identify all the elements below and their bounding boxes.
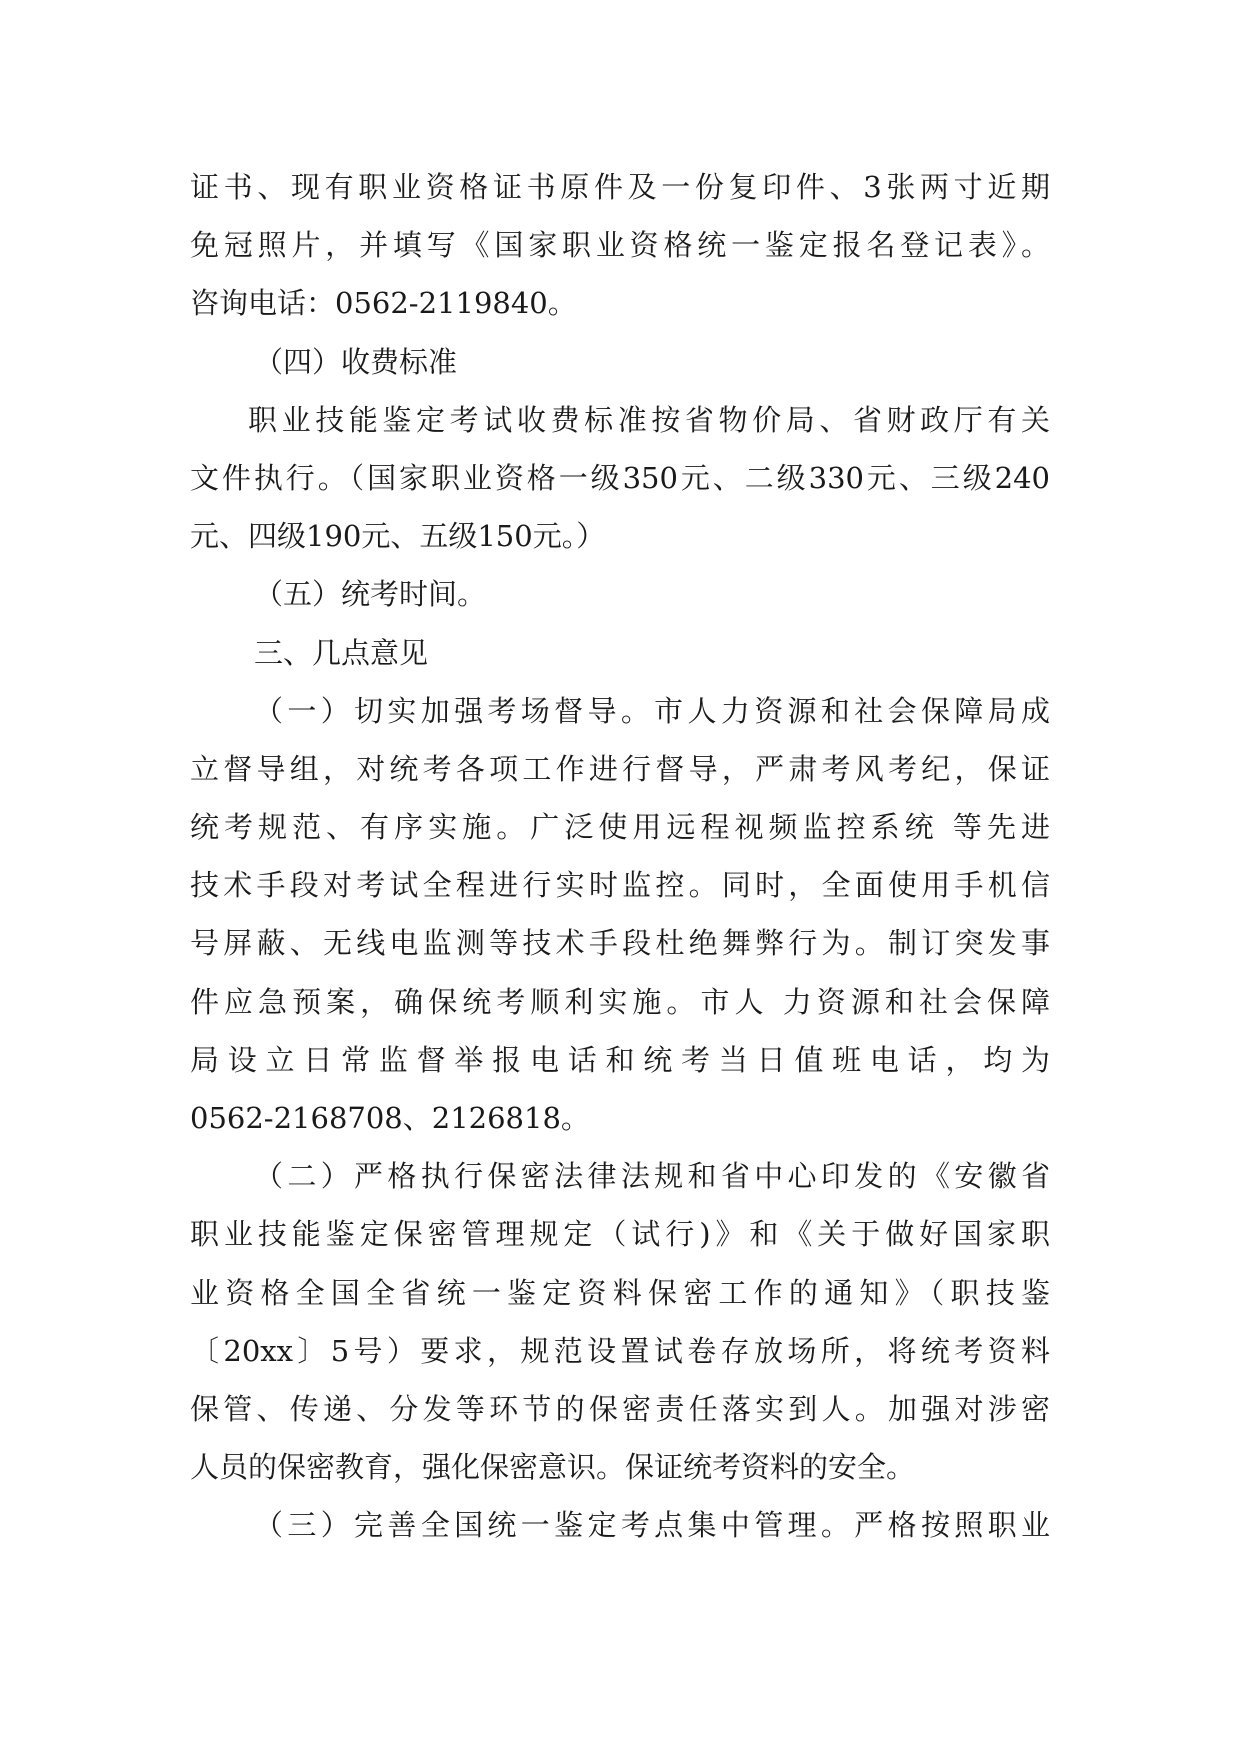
- text-line: （二）严格执行保密法律法规和省中心印发的《安徽省: [254, 1159, 1050, 1194]
- text-line: 技术手段对考试全程进行实时监控。同时，全面使用手机信: [190, 868, 1050, 903]
- text-line: 业资格全国全省统一鉴定资料保密工作的通知》（职技鉴: [190, 1275, 1050, 1310]
- section-heading: 三、几点意见: [254, 635, 429, 670]
- text-line: 咨询电话：0562-2119840。: [190, 286, 577, 321]
- text-line: 证书、现有职业资格证书原件及一份复印件、3张两寸近期: [190, 170, 1050, 204]
- text-line: 立督导组，对统考各项工作进行督导，严肃考风考纪，保证: [190, 751, 1050, 786]
- text-line: 0562-2168708、2126818。: [190, 1101, 590, 1135]
- document-body: [190, 158, 1050, 1555]
- text-line: （三）完善全国统一鉴定考点集中管理。严格按照职业: [254, 1508, 1050, 1543]
- text-line: （一）切实加强考场督导。市人力资源和社会保障局成: [254, 693, 1050, 728]
- section-heading: （四）收费标准: [254, 344, 458, 379]
- text-line: 统考规范、有序实施。广泛使用远程视频监控系统 等先进: [190, 810, 1050, 845]
- text-line: 文件执行。（国家职业资格一级350元、二级330元、三级240: [190, 460, 1050, 495]
- text-line: 职业技能鉴定保密管理规定（试行)》和《关于做好国家职: [190, 1217, 1050, 1252]
- text-line: 保管、传递、分发等环节的保密责任落实到人。加强对涉密: [190, 1391, 1050, 1426]
- text-line: 件应急预案，确保统考顺利实施。市人 力资源和社会保障: [190, 984, 1050, 1019]
- text-line: 免冠照片，并填写《国家职业资格统一鉴定报名登记表》。: [190, 228, 1050, 263]
- text-line: 元、四级190元、五级150元。）: [190, 519, 606, 554]
- section-heading: （五）统考时间。: [254, 577, 487, 612]
- text-line: 〔20xx〕5号）要求，规范设置试卷存放场所，将统考资料: [190, 1333, 1050, 1368]
- text-line: 号屏蔽、无线电监测等技术手段杜绝舞弊行为。制订突发事: [190, 926, 1050, 961]
- text-line: 局设立日常监督举报电话和统考当日值班电话，均为: [190, 1042, 1050, 1077]
- text-line: 职业技能鉴定考试收费标准按省物价局、省财政厅有关: [248, 402, 1050, 437]
- text-line: 人员的保密教育，强化保密意识。保证统考资料的安全。: [190, 1450, 916, 1485]
